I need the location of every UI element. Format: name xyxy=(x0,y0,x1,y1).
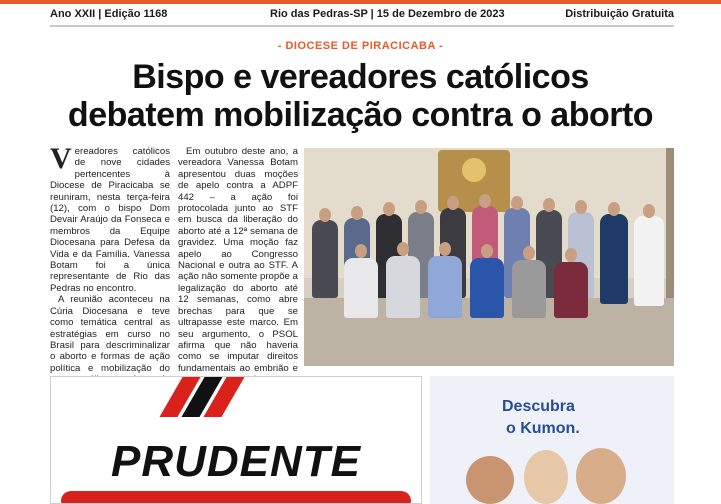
paragraph: A reunião aconteceu na Cúria Diocesana e teve como temática central as estratégias em curso no Brasil para descriminalizar o aborto e formas de ação política e mobilização do xyxy=(50,294,170,374)
headline-line-1: Bispo e vereadores católicos xyxy=(132,58,589,96)
prudente-logo: PRUDENTE xyxy=(110,437,362,486)
prudente-advertisement[interactable] xyxy=(50,376,422,504)
paragraph: Em outubro deste ano, a vereadora Vanessa Botam apresentou duas moções de apelo contra a ADPF 442 – a ação foi protocolada junto ao STF em busca da liberação do aborto até a 12ª semana de gravidez. Uma moção faz apelo ao Congresso Nacional e outra ao STF. A ação não somente propõe a legalização do aborto até 12 semanas, como abre brechas para que se ultrapasse este marco. Em seu argumento, o PSOL afirma que não haveria como se imputar direitos fundamentais ao embrião e xyxy=(178,146,298,374)
masthead xyxy=(50,8,674,22)
kumon-advertisement[interactable] xyxy=(430,376,674,504)
issue-info: Ano XXII | Edição 1168 xyxy=(50,8,168,20)
group-photo xyxy=(304,148,674,366)
place-date: Rio das Pedras-SP | 15 de Dezembro de 2023 xyxy=(270,8,505,20)
distribution-note: Distribuição Gratuita xyxy=(565,8,674,20)
drop-cap: V xyxy=(50,142,72,175)
section-kicker: - DIOCESE DE PIRACICABA - xyxy=(277,40,444,52)
article-headline xyxy=(40,58,681,134)
top-accent-bar xyxy=(0,0,721,4)
child-photo xyxy=(466,456,514,504)
child-photo xyxy=(524,450,568,504)
child-photo xyxy=(576,448,626,504)
masthead-divider xyxy=(50,25,674,27)
headline-line-2: debatem mobilização contra o aborto xyxy=(67,96,654,134)
kumon-line-2: o Kumon. xyxy=(506,420,580,437)
paragraph: ereadores católicos de nove cidades pertencentes à Diocese de Piracicaba se reuniram, nesta terça-feira (12), com o bispo Dom Devair Araújo da Fonseca e membros da Equipe Diocesana para Defesa da Vida e da Família. Vanessa Botam foi a única representante de Rio das Pedras no encontro. xyxy=(50,146,170,294)
kumon-line-1: Descubra xyxy=(502,398,575,415)
